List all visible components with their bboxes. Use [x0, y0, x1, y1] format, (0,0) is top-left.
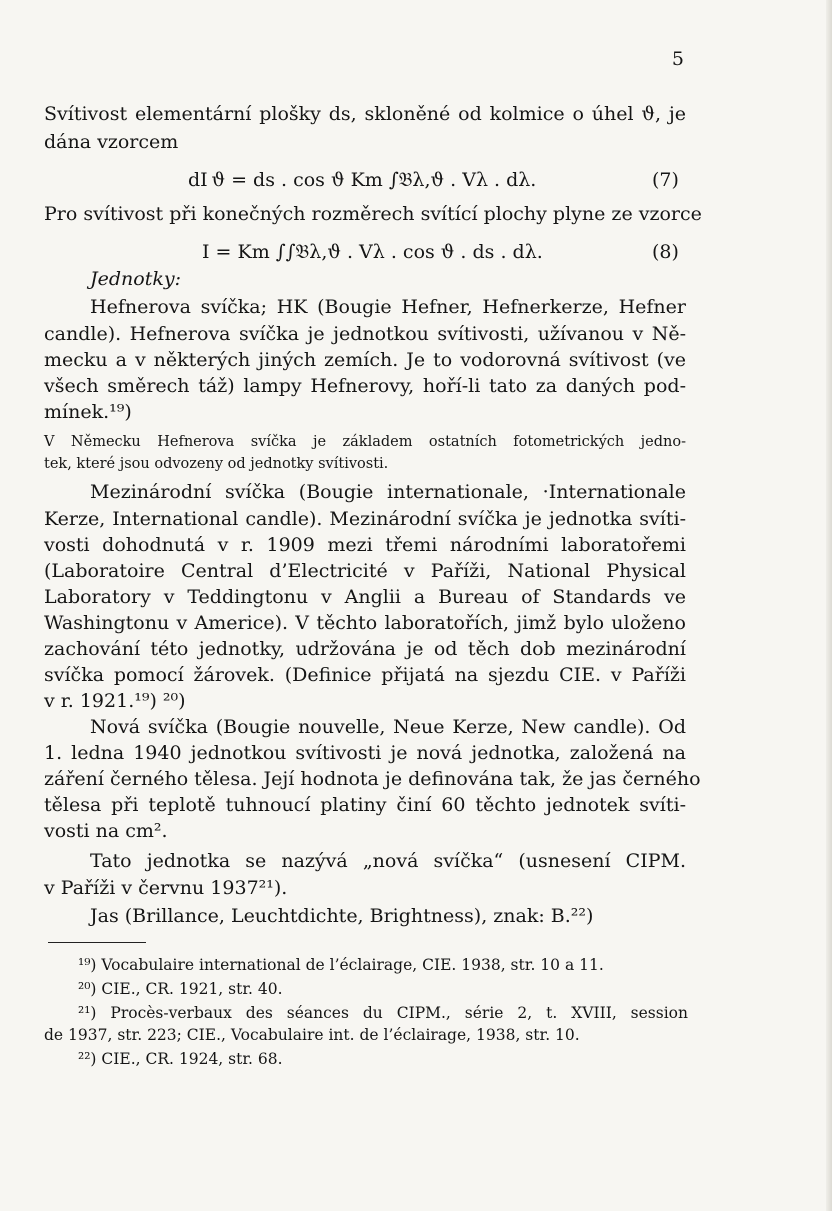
footnote-22: ²²) CIE., CR. 1924, str. 68. [78, 1050, 283, 1068]
page-number: 5 [671, 48, 684, 70]
body-line: Mezinárodní svíčka (Bougie internationale, ·Internationale [90, 481, 686, 503]
body-line: vosti na cm². [44, 820, 168, 842]
body-line: Svítivost elementární plošky ds, skloněné od kolmice o úhel ϑ, je [44, 103, 686, 125]
body-line: dána vzorcem [44, 131, 179, 153]
body-line: (Laboratoire Central d’Electricité v Paříži, National Physical [44, 560, 686, 582]
body-line: mínek.¹⁹) [44, 401, 132, 423]
body-line: Kerze, International candle). Mezinárodní svíčka je jednotka svíti- [44, 508, 686, 530]
body-line: zachování této jednotky, udržována je od těch dob mezinárodní [44, 638, 686, 660]
body-line: mecku a v některých jiných zemích. Je to vodorovná svítivost (ve [44, 349, 686, 371]
body-line: candle). Hefnerova svíčka je jednotkou svítivosti, užívanou v Ně- [44, 323, 686, 345]
body-line: vosti dohodnutá v r. 1909 mezi třemi národními laboratořemi [44, 534, 686, 556]
body-line: Jas (Brillance, Leuchtdichte, Brightness), znak: B.²²) [90, 905, 594, 927]
body-line: všech směrech táž) lampy Hefnerovy, hoří-li tato za daných pod- [44, 375, 686, 397]
equation-8-number: (8) [652, 241, 679, 263]
body-line: Laboratory v Teddingtonu v Anglii a Bureau of Standards ve [44, 586, 686, 608]
body-line: 1. ledna 1940 jednotkou svítivosti je nová jednotka, založená na [44, 742, 686, 764]
equation-7: dI ϑ = ds . cos ϑ Km ∫𝔅λ,ϑ . Vλ . dλ. [188, 169, 537, 191]
footnote-19: ¹⁹) Vocabulaire international de l’éclairage, CIE. 1938, str. 10 a 11. [78, 956, 604, 974]
footnote-21: ²¹) Procès-verbaux des séances du CIPM., série 2, t. XVIII, session [78, 1004, 688, 1022]
footnote-20: ²⁰) CIE., CR. 1921, str. 40. [78, 980, 283, 998]
equation-7-number: (7) [652, 169, 679, 191]
body-line: Hefnerova svíčka; HK (Bougie Hefner, Hefnerkerze, Hefner [90, 296, 686, 318]
small-note-line: tek, které jsou odvozeny od jednotky svítivosti. [44, 456, 389, 472]
body-line: svíčka pomocí žárovek. (Definice přijatá na sjezdu CIE. v Paříži [44, 664, 686, 686]
body-line: Nová svíčka (Bougie nouvelle, Neue Kerze, New candle). Od [90, 716, 686, 738]
page-edge-shadow [826, 0, 832, 1211]
body-line: tělesa při teplotě tuhnoucí platiny činí 60 těchto jednotek svíti- [44, 794, 686, 816]
body-line: Tato jednotka se nazývá „nová svíčka“ (usnesení CIPM. [90, 850, 686, 872]
footnote-rule [48, 942, 146, 943]
body-line: v r. 1921.¹⁹) ²⁰) [44, 690, 186, 712]
small-note-line: V Německu Hefnerova svíčka je základem ostatních fotometrických jedno- [44, 434, 686, 450]
equation-8: I = Km ∫∫𝔅λ,ϑ . Vλ . cos ϑ . ds . dλ. [202, 241, 543, 263]
footnote-21-cont: de 1937, str. 223; CIE., Vocabulaire int. de l’éclairage, 1938, str. 10. [44, 1026, 580, 1044]
body-line: záření černého tělesa. Její hodnota je definována tak, že jas černého [44, 768, 701, 790]
body-line: v Paříži v červnu 1937²¹). [44, 877, 288, 899]
body-line: Pro svítivost při konečných rozměrech svítící plochy plyne ze vzorce [44, 203, 702, 225]
section-heading: Jednotky: [90, 268, 181, 290]
body-line: Washingtonu v Americe). V těchto laboratořích, jimž bylo uloženo [44, 612, 686, 634]
